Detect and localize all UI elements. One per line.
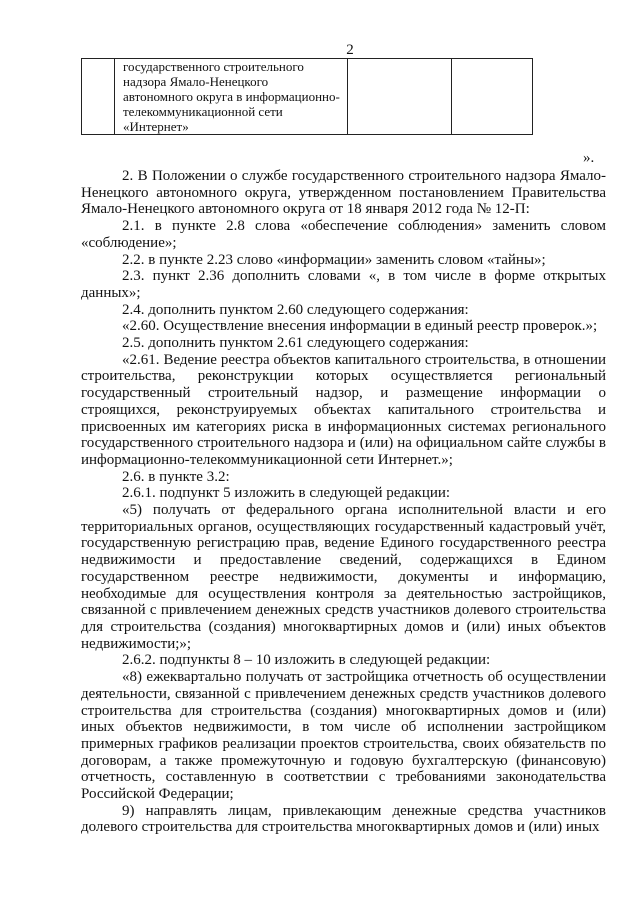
paragraph: «2.60. Осуществление внесения информации в единый реестр проверок.»; [122, 318, 598, 335]
table-line: автономного округа в информационно- [123, 89, 340, 104]
paragraph: «2.61. Ведение реестра объектов капитального строительства, в отношении строительства, реконструкции которых осуществляется региональный государственный строительный надзор, и размещение информации о строящихся, реконструируемых объектах капитального строительства и присвоенных им категориях риска в информационных системах регионального государственного строительного надзора и (или) на официальном сайте службы в информационно-телекоммуникационной сети Интернет.»; [81, 351, 606, 468]
paragraph: 2.6.2. подпункты 8 – 10 изложить в следующей редакции: [122, 652, 491, 669]
table-line: государственного строительного [123, 59, 304, 74]
paragraph: 2. В Положении о службе государственного строительного надзора Ямало-Ненецкого автономного округа, утвержденном постановлением Правительства Ямало-Ненецкого автономного округа от 18 января 2012 года № 12-П: [81, 168, 606, 218]
table-fragment [81, 58, 533, 135]
table-line: телекоммуникационной сети [123, 104, 283, 119]
paragraph: 2.3. пункт 2.36 дополнить словами «, в том числе в форме открытых данных»; [81, 268, 606, 301]
page-number: 2 [346, 42, 354, 58]
paragraph: 2.1. в пункте 2.8 слова «обеспечение соблюдения» заменить словом «соблюдение»; [81, 218, 606, 251]
paragraph: 2.5. дополнить пунктом 2.61 следующего содержания: [122, 335, 469, 352]
table-cell-empty [452, 59, 533, 135]
paragraph: «8) ежеквартально получать от застройщика отчетность об осуществлении деятельности, связанной с привлечением денежных средств участников долевого строительства для строительства (создания) многоквартирных домов и (или) иных объектов недвижимости, в том числе об исполнении застройщиком примерных графиков реализации проектов строительства, своих обязательств по договорам, а также промежуточную и годовую бухгалтерскую (финансовую) отчетность, составленную в соответствии с требованиями законодательства Российской Федерации; [81, 669, 606, 803]
table-cell-empty [348, 59, 452, 135]
paragraph: «5) получать от федерального органа исполнительной власти и его территориальных органов, осуществляющих государственный кадастровый учёт, государственную регистрацию прав, ведение Единого государственного реестра недвижимости и предоставление сведений, содержащихся в Едином государственном реестре недвижимости, документы и информацию, необходимые для осуществления контроля за деятельностью застройщиков, связанной с привлечением денежных средств участников долевого строительства для строительства (создания) многоквартирных домов и (или) иных объектов недвижимости;»; [81, 502, 606, 652]
quote-close: ». [583, 150, 595, 166]
paragraph: 2.2. в пункте 2.23 слово «информации» заменить словом «тайны»; [122, 251, 546, 268]
table-line: «Интернет» [123, 119, 189, 134]
table-line: надзора Ямало-Ненецкого [123, 74, 269, 89]
table-cell-empty [82, 59, 115, 135]
table-cell-text [115, 59, 348, 135]
paragraph: 9) направлять лицам, привлекающим денежные средства участников долевого строительства для строительства многоквартирных домов и (или) иных [81, 802, 606, 836]
paragraph: 2.6. в пункте 3.2: [122, 468, 230, 485]
document-body [81, 168, 606, 836]
paragraph: 2.4. дополнить пунктом 2.60 следующего содержания: [122, 301, 469, 318]
paragraph: 2.6.1. подпункт 5 изложить в следующей редакции: [122, 485, 451, 502]
